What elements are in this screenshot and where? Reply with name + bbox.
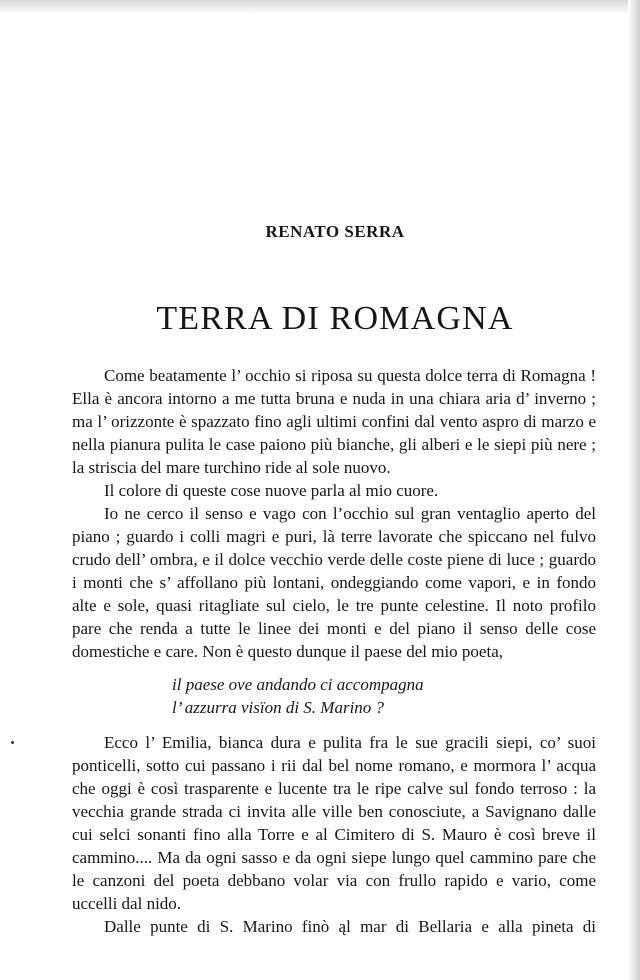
paragraph-4: Ecco l’ Emilia, bianca dura e pulita fra le sue gracili siepi, co’ suoi ponticelli, sotto cui passano i rii dal bel nome romano, e mormora l’ acqua che oggi è così trasparente e lucente tra le ripe calve sul fondo terroso : la vecchia grande strada ci invita alle ville ben conosciute, a Savignano dalle cui selci sonanti fino alla Torre e al Cimitero di S. Mauro è così breve il cammino.... Ma da ogni sasso e da ogni siepe lungo quel cammino pare che le canzoni del poeta debbano volar via con frullo rapido e vario, come uccelli dal nido. xyxy=(72,733,596,913)
author-name: RENATO SERRA xyxy=(265,222,405,241)
chapter-title: TERRA DI ROMAGNA xyxy=(156,300,514,337)
body-text xyxy=(72,364,596,938)
paragraph-5: Dalle punte di S. Marino finò ąl mar di Bellaria e alla pineta di xyxy=(104,917,596,936)
verse-quote xyxy=(172,673,596,719)
scan-edge-top xyxy=(0,0,640,14)
paragraph-2: Il colore di queste cose nuove parla al mio cuore. xyxy=(104,481,439,500)
paragraph-1: Come beatamente l’ occhio si riposa su questa dolce terra di Romagna ! Ella è ancora intorno a me tutta bruna e nuda in una chiara aria d’ inverno ; ma l’ orizzonte è spazzato fino agli ultimi confini dal vento aspro di marzo e nella pianura pulita le case paiono più bianche, gli alberi e le siepi più nere ; la striscia del mare turchino ride al sole nuovo. xyxy=(72,366,596,477)
scan-speck xyxy=(11,741,14,744)
scan-edge-right xyxy=(628,0,640,980)
verse-line-1: il paese ove andando ci accompagna xyxy=(172,675,424,694)
verse-line-2: l’ azzurra visïon di S. Marino ? xyxy=(172,698,385,717)
paragraph-3: Io ne cerco il senso e vago con l’occhio sul gran ventaglio aperto del piano ; guardo i colli magri e puri, là terre lavorate che spiccano nel fulvo crudo dell’ ombra, e il dolce vecchio verde delle coste piene di luce ; guardo i monti che s’ affollano più lontani, ondeggiando come vapori, e in fondo alte e sole, quasi ritagliate sul cielo, le tre punte celestine. Il noto profilo pare che renda a tutte le linee dei monti e del piano il senso delle cose domestiche e care. Non è questo dunque il paese del mio poeta, xyxy=(72,504,596,661)
